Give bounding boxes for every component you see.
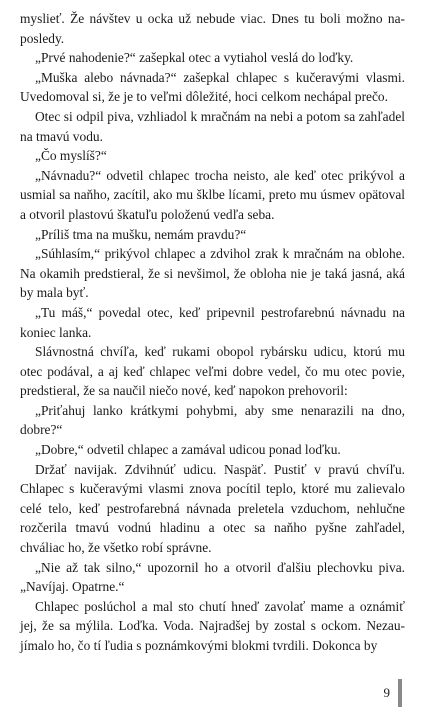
page-number: 9 <box>383 685 390 700</box>
paragraph: „Súhlasím,“ prikývol chlapec a zdvihol zrak k mračnám na oblohe. Na okamih predstieral, že si nevšimol, že obloha nie je taká jasná, aká by mala byť. <box>20 246 405 301</box>
paragraph: Chlapec poslúchol a mal sto chutí hneď zavolať mame a oznámiť jej, že sa mýlila. Loďka. Voda. Najradšej by zostal s ockom. Nezaujímalo ho, čo tí ľudia s poznámkovými blokmi tvrdili. Dokonca by <box>20 598 405 653</box>
paragraph: „Tu máš,“ povedal otec, keď pripevnil pestrofarebnú návnadu na koniec lanka. <box>20 304 405 340</box>
page-footer <box>384 679 403 707</box>
paragraph: „Nie až tak silno,“ upozornil ho a otvoril ďalšiu plechovku piva. „Navíjaj. Opatrne.“ <box>20 559 405 595</box>
paragraph: „Čo myslíš?“ <box>35 148 107 164</box>
book-page-text <box>20 9 405 656</box>
paragraph: „Muška alebo návnada?“ zašepkal chlapec s kučeravými vlasmi. Uvedomoval si, že je to veľmi dôležité, hoci celkom nechápal prečo. <box>20 69 405 105</box>
page-edge-marker <box>398 679 402 707</box>
paragraph: „Príliš tma na mušku, nemám pravdu?“ <box>35 226 247 242</box>
paragraph: Otec si odpil piva, vzhliadol k mračnám na nebi a potom sa zahľadel na tmavú vodu. <box>20 108 405 144</box>
paragraph: „Priťahuj lanko krátkymi pohybmi, aby sme nenarazili na dno, dobre?“ <box>20 402 405 438</box>
paragraph: „Prvé nahodenie?“ zašepkal otec a vytiahol veslá do loďky. <box>35 50 354 66</box>
paragraph: „Dobre,“ odvetil chlapec a zamával udicou ponad loďku. <box>35 442 341 458</box>
paragraph: Držať navijak. Zdvihnúť udicu. Naspäť. Pustiť v pravú chvíľu. Chlapec s kučeravými vlasmi znova pocítil teplo, ktoré mu zalievalo celé telo, keď pestrofarebná návnada preletela vzduchom, nehlučne rozčerila tmavú vodnú hladinu a otec sa naňho pyšne zahľadel, chváliac ho, že všetko robí správne. <box>20 461 405 556</box>
paragraph: Slávnostná chvíľa, keď rukami obopol rybársku udicu, ktorú mu otec podával, a aj keď chlapec veľmi dobre vedel, čo mu otec povie, predstieral, že sa naučil niečo nové, keď napokon prehovoril: <box>20 344 405 399</box>
paragraph: „Návnadu?“ odvetil chlapec trocha neisto, ale keď otec prikývol a usmial sa naňho, zacítil, ako mu šklbe lícami, preto mu úsmev opätoval a otvoril plastovú škatuľu položenú vedľa seba. <box>20 167 405 222</box>
paragraph: myslieť. Že návštev u ocka už nebude viac. Dnes tu boli možno naposledy. <box>20 11 405 46</box>
